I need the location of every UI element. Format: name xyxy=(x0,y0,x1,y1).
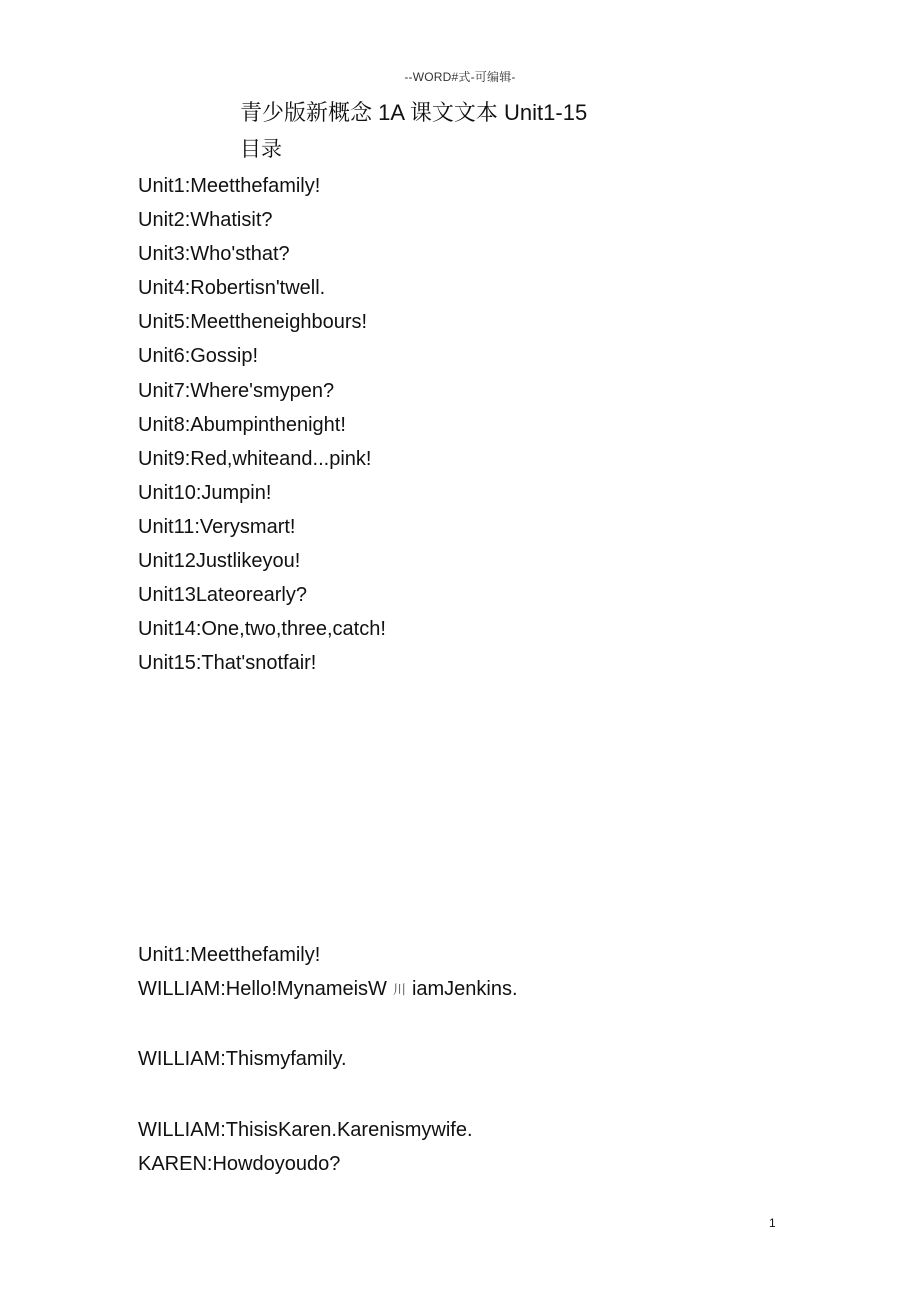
dialogue-line: WILLIAM:ThisisKaren.Karenismywife. xyxy=(138,1119,473,1141)
toc-item-unit1: Unit1:Meetthefamily! xyxy=(138,175,321,197)
dialogue-line: KAREN:Howdoyoudo? xyxy=(138,1153,341,1175)
toc-item-unit14: Unit14:One,two,three,catch! xyxy=(138,618,386,641)
page-header: --WORD#式-可编辑- xyxy=(404,70,516,84)
page-number: 1 xyxy=(769,1216,776,1230)
toc-item-unit4: Unit4:Robertisn'twell. xyxy=(138,277,326,300)
dialogue-suffix: iamJenkins. xyxy=(411,978,518,1000)
toc-heading: 目录 xyxy=(240,138,282,161)
dialogue-prefix: WILLIAM:Hello!MynameisW xyxy=(138,978,387,1000)
toc-item-unit5: Unit5:Meettheneighbours! xyxy=(138,311,368,334)
toc-item-unit9: Unit9:Red,whiteand...pink! xyxy=(138,447,372,470)
ocr-glyph: 川 xyxy=(392,983,406,998)
dialogue-line: WILLIAM:Thismyfamily. xyxy=(138,1048,347,1070)
toc-item-unit2: Unit2:Whatisit? xyxy=(138,209,273,232)
toc-item-unit12: Unit12Justlikeyou! xyxy=(138,550,301,573)
toc-item-unit7: Unit7:Where'smypen? xyxy=(138,379,335,402)
toc-item-unit6: Unit6:Gossip! xyxy=(138,345,259,368)
toc-item-unit13: Unit13Lateorearly? xyxy=(138,584,307,607)
document-title: 青少版新概念 1A 课文文本 Unit1-15 xyxy=(240,100,588,125)
toc-item-unit15: Unit15:That'snotfair! xyxy=(138,652,317,675)
toc-item-unit3: Unit3:Who'sthat? xyxy=(138,243,290,266)
dialogue-line xyxy=(138,974,518,1006)
unit1-heading: Unit1:Meetthefamily! xyxy=(138,944,321,966)
toc-item-unit10: Unit10:Jumpin! xyxy=(138,481,272,504)
toc-item-unit8: Unit8:Abumpinthenight! xyxy=(138,413,346,436)
toc-item-unit11: Unit11:Verysmart! xyxy=(138,515,296,538)
table-of-contents xyxy=(138,170,386,681)
